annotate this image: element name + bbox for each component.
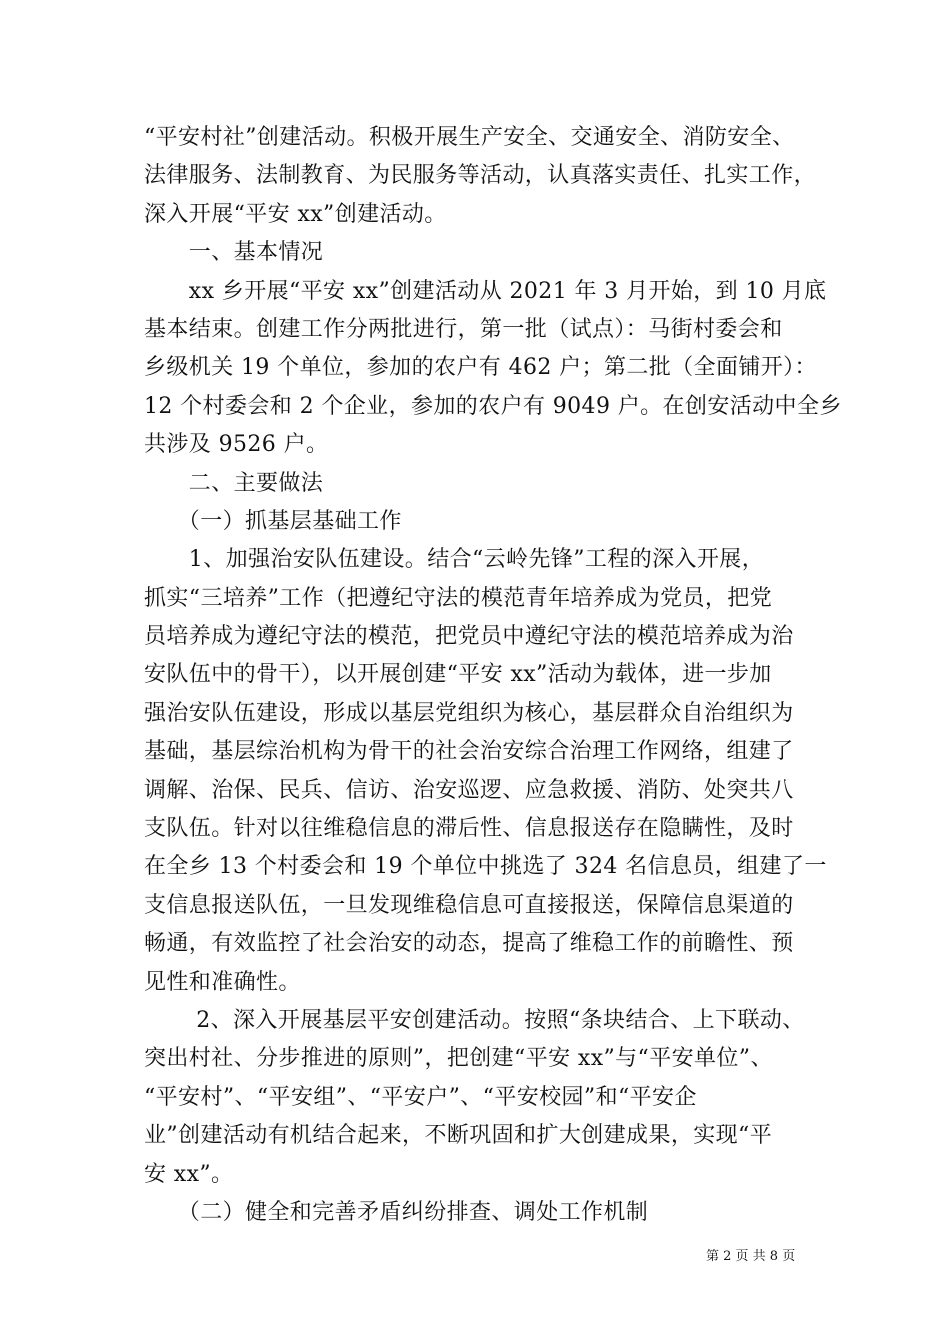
text-line-27: 业”创建活动有机结合起来，不断巩固和扩大创建成果，实现“平 (144, 1123, 773, 1149)
text-line-13: 抓实“三培养”工作（把遵纪守法的模范青年培养成为党员，把党 (144, 585, 773, 611)
text-line-22: 畅通，有效监控了社会治安的动态，提高了维稳工作的前瞻性、预 (144, 931, 794, 957)
text-line-8: 12 个村委会和 2 个企业，参加的农户有 9049 户。在创安活动中全乡 (144, 393, 842, 419)
text-line-19: 支队伍。针对以往维稳信息的滞后性、信息报送存在隐瞒性，及时 (144, 816, 794, 842)
section-heading-main-methods: 二、主要做法 (144, 470, 324, 496)
subsection-heading-grassroots-work: （一）抓基层基础工作 (144, 508, 402, 534)
text-line-26: “平安村”、“平安组”、“平安户”、“平安校园”和“平安企 (144, 1084, 697, 1110)
text-line-3: 深入开展“平安 xx”创建活动。 (144, 201, 447, 227)
text-line-25: 突出村社、分步推进的原则”，把创建“平安 xx”与“平安单位”、 (144, 1046, 773, 1072)
text-line-6: 基本结束。创建工作分两批进行，第一批（试点）：马街村委会和 (144, 316, 783, 342)
text-line-1: “平安村社”创建活动。积极开展生产安全、交通安全、消防安全、 (144, 125, 795, 150)
subsection-heading-dispute-mechanism: （二）健全和完善矛盾纠纷排查、调处工作机制 (144, 1199, 649, 1225)
text-line-7: 乡级机关 19 个单位，参加的农户有 462 户；第二批（全面铺开）： (144, 355, 817, 381)
text-line-12: 1、加强治安队伍建设。结合“云岭先锋”工程的深入开展， (144, 547, 765, 573)
text-line-9: 共涉及 9526 户。 (144, 432, 329, 458)
page-number-footer: 第 2 页 共 8 页 (706, 1249, 796, 1264)
text-line-5: xx 乡开展“平安 xx”创建活动从 2021 年 3 月开始，到 10 月底 (144, 278, 827, 304)
text-line-21: 支信息报送队伍，一旦发现维稳信息可直接报送，保障信息渠道的 (144, 892, 794, 918)
text-line-28: 安 xx”。 (144, 1161, 234, 1187)
text-line-16: 强治安队伍建设，形成以基层党组织为核心，基层群众自治组织为 (144, 700, 794, 726)
section-heading-basic-situation: 一、基本情况 (144, 240, 324, 266)
text-line-23: 见性和准确性。 (144, 969, 301, 995)
text-line-18: 调解、治保、民兵、信访、治安巡逻、应急救援、消防、处突共八 (144, 777, 794, 803)
text-line-14: 员培养成为遵纪守法的模范，把党员中遵纪守法的模范培养成为治 (144, 624, 794, 650)
text-line-15: 安队伍中的骨干），以开展创建“平安 xx”活动为载体，进一步加 (144, 662, 772, 688)
document-body (144, 119, 844, 1232)
text-line-24: 2、深入开展基层平安创建活动。按照“条块结合、上下联动、 (144, 1007, 805, 1033)
text-line-2: 法律服务、法制教育、为民服务等活动，认真落实责任、扎实工作， (144, 163, 817, 189)
text-line-20: 在全乡 13 个村委会和 19 个单位中挑选了 324 名信息员，组建了一 (144, 854, 827, 880)
text-line-17: 基础，基层综治机构为骨干的社会治安综合治理工作网络，组建了 (144, 739, 794, 765)
